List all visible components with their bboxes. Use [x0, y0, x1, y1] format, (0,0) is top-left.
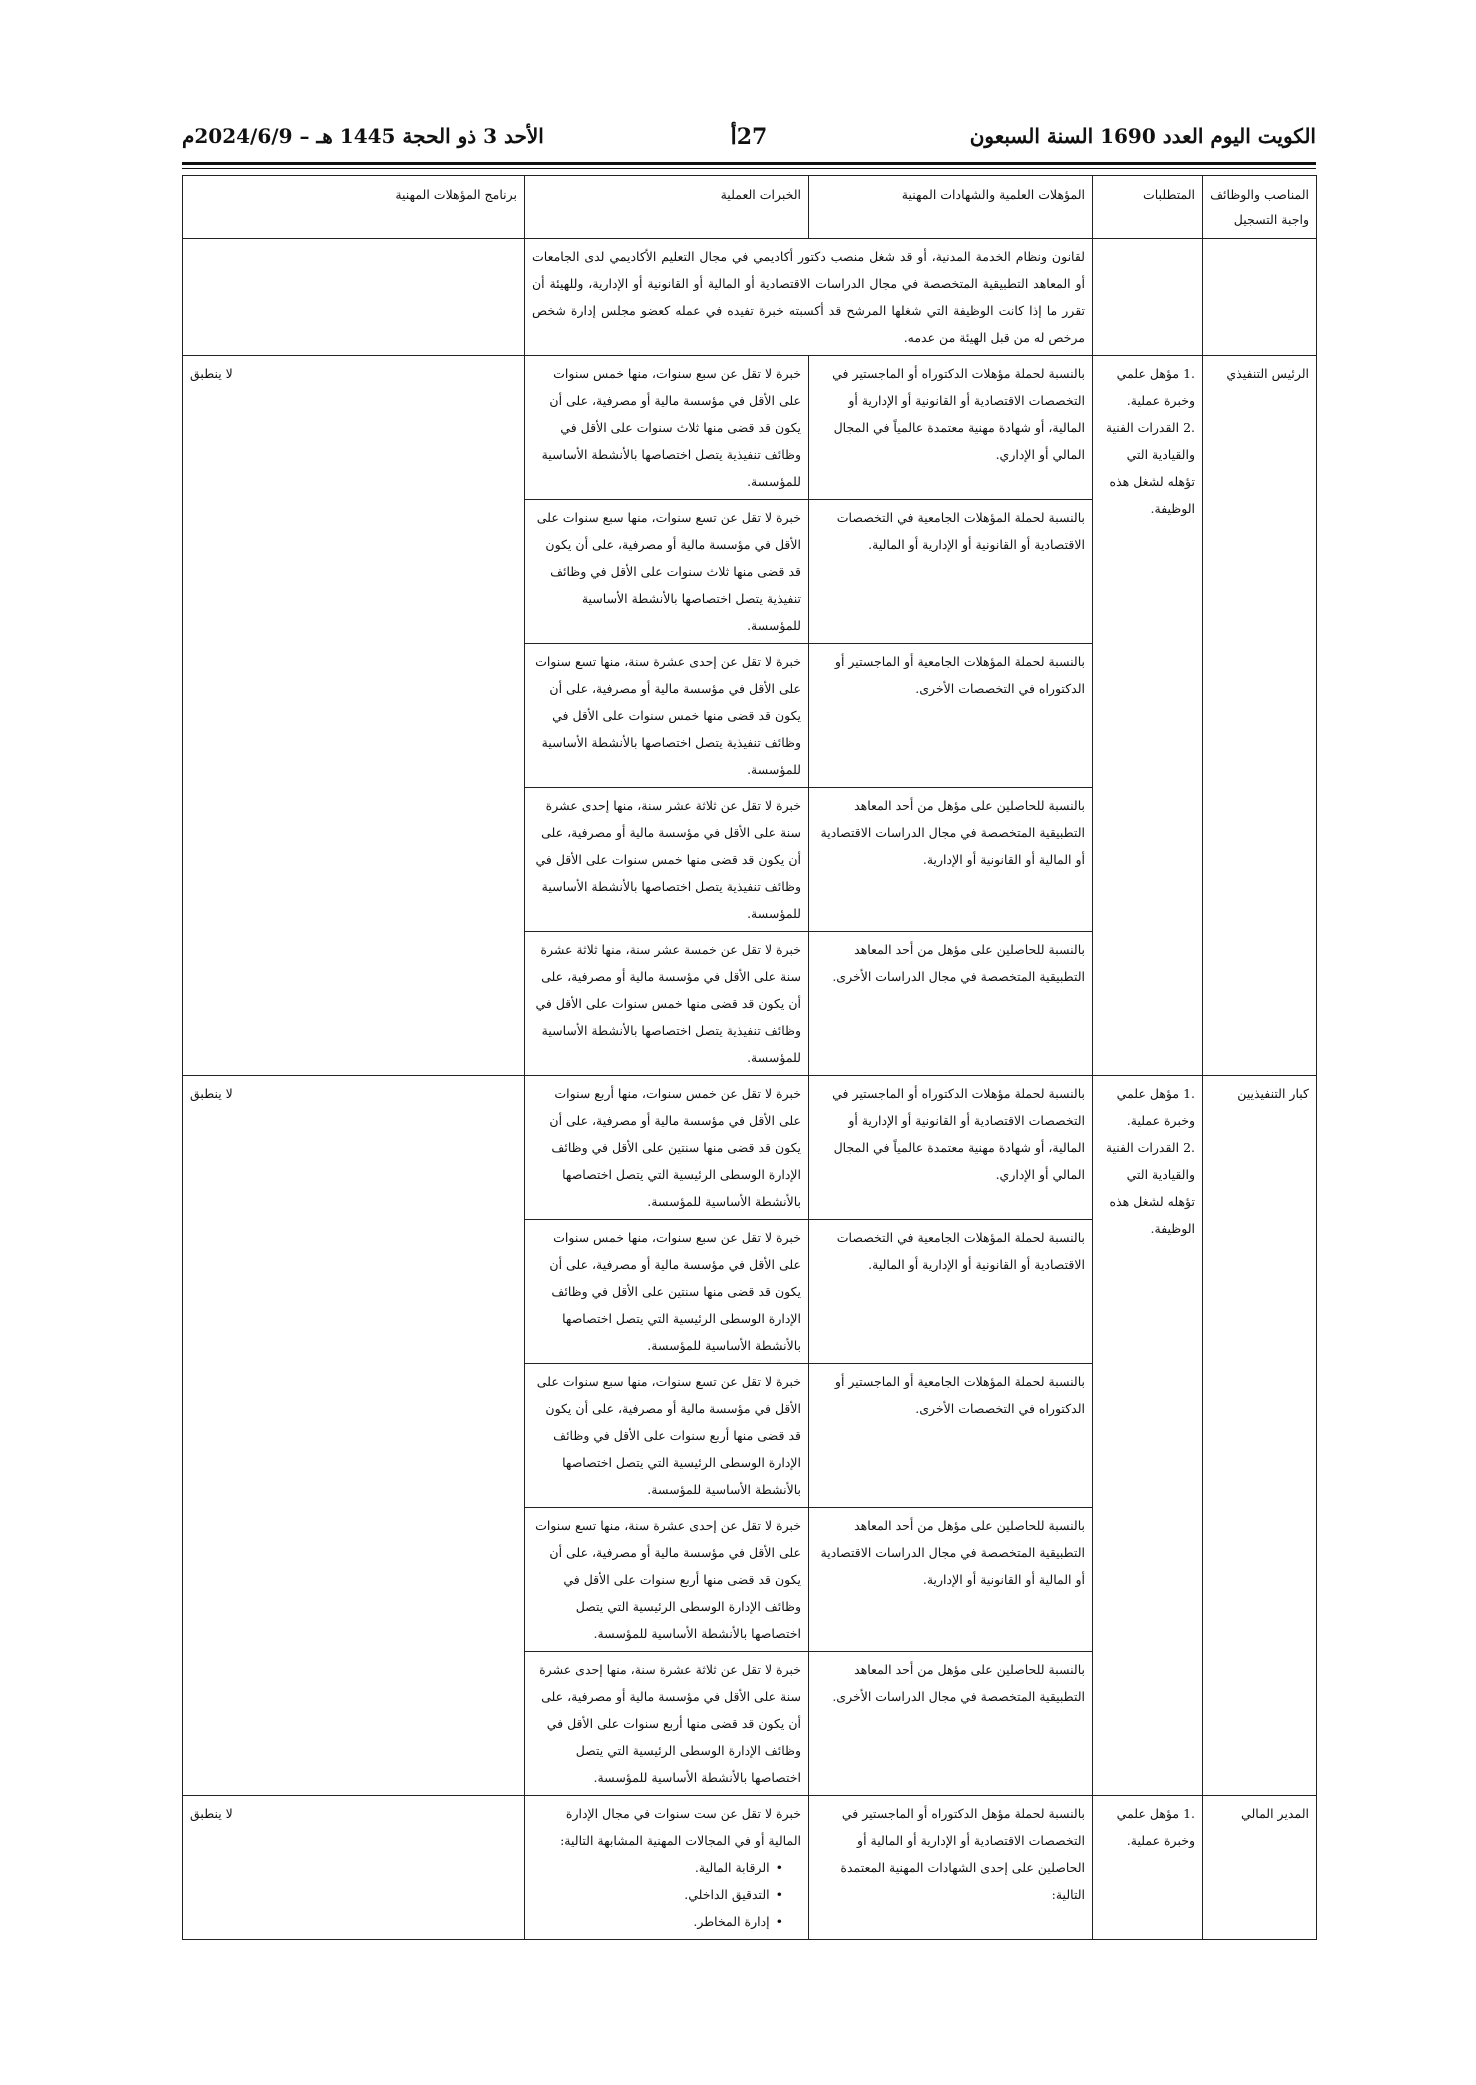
requirement-item: .2 القدرات الفنية والقيادية التي تؤهله لشغل هذه الوظيفة.	[1105, 420, 1195, 516]
column-header-qualifications: المؤهلات العلمية والشهادات المهنية	[809, 176, 1093, 239]
position-cfo: المدير المالي	[1203, 1796, 1317, 1940]
qualification-cell: بالنسبة للحاصلين على مؤهل من أحد المعاهد التطبيقية المتخصصة في مجال الدراسات الأخرى.	[809, 1652, 1093, 1796]
requirement-item: .2 القدرات الفنية والقيادية التي تؤهله لشغل هذه الوظيفة.	[1105, 1140, 1195, 1236]
column-header-experience: الخبرات العملية	[525, 176, 809, 239]
issue-date: الأحد 3 ذو الحجة 1445 هـ – 2024/6/9م	[182, 124, 544, 148]
experience-cell	[525, 1796, 809, 1940]
experience-cell: خبرة لا تقل عن إحدى عشرة سنة، منها تسع سنوات على الأقل في مؤسسة مالية أو مصرفية، على أن يكون قد قضى منها أربع سنوات على الأقل في وظائف الإدارة الوسطى الرئيسية التي يتصل اختصاصها بالأنشطة الأساسية للمؤسسة.	[525, 1508, 809, 1652]
table-row	[183, 356, 1317, 500]
experience-cell: خبرة لا تقل عن خمسة عشر سنة، منها ثلاثة عشرة سنة على الأقل في مؤسسة مالية أو مصرفية، على أن يكون قد قضى منها خمس سنوات على الأقل في وظائف تنفيذية يتصل اختصاصها بالأنشطة الأساسية للمؤسسة.	[525, 932, 809, 1076]
list-item: • الرقابة المالية.	[532, 1854, 783, 1881]
column-header-program: برنامج المؤهلات المهنية	[183, 176, 525, 239]
position-ceo: الرئيس التنفيذي	[1203, 356, 1317, 1076]
header-rule-thick	[182, 162, 1316, 165]
qualification-cell: بالنسبة لحملة المؤهلات الجامعية في التخصصات الاقتصادية أو القانونية أو الإدارية أو المالية.	[809, 1220, 1093, 1364]
experience-cell: خبرة لا تقل عن سبع سنوات، منها خمس سنوات على الأقل في مؤسسة مالية أو مصرفية، على أن يكون قد قضى منها ثلاث سنوات على الأقل في وظائف تنفيذية يتصل اختصاصها بالأنشطة الأساسية للمؤسسة.	[525, 356, 809, 500]
program-ceo: لا ينطبق	[183, 356, 525, 1076]
qualification-cell: بالنسبة لحملة مؤهلات الدكتوراه أو الماجستير في التخصصات الاقتصادية أو القانونية أو الإدارية أو المالية، أو شهادة مهنية معتمدة عالمياً في المجال المالي أو الإداري.	[809, 356, 1093, 500]
document-page	[182, 118, 1316, 1940]
experience-cell: خبرة لا تقل عن سبع سنوات، منها خمس سنوات على الأقل في مؤسسة مالية أو مصرفية، على أن يكون قد قضى منها سنتين على الأقل في وظائف الإدارة الوسطى الرئيسية التي يتصل اختصاصها بالأنشطة الأساسية للمؤسسة.	[525, 1220, 809, 1364]
experience-cell: خبرة لا تقل عن ثلاثة عشر سنة، منها إحدى عشرة سنة على الأقل في مؤسسة مالية أو مصرفية، على أن يكون قد قضى منها خمس سنوات على الأقل في وظائف تنفيذية يتصل اختصاصها بالأنشطة الأساسية للمؤسسة.	[525, 788, 809, 932]
list-item: • إدارة المخاطر.	[532, 1908, 783, 1935]
experience-intro: خبرة لا تقل عن ست سنوات في مجال الإدارة المالية أو في المجالات المهنية المشابهة التالية:	[560, 1806, 801, 1848]
qualification-cell: بالنسبة للحاصلين على مؤهل من أحد المعاهد التطبيقية المتخصصة في مجال الدراسات الاقتصادية أو المالية أو القانونية أو الإدارية.	[809, 1508, 1093, 1652]
qualification-cell: بالنسبة للحاصلين على مؤهل من أحد المعاهد التطبيقية المتخصصة في مجال الدراسات الأخرى.	[809, 932, 1093, 1076]
qualifications-table	[182, 175, 1317, 1940]
experience-cell: خبرة لا تقل عن تسع سنوات، منها سبع سنوات على الأقل في مؤسسة مالية أو مصرفية، على أن يكون قد قضى منها أربع سنوات على الأقل في وظائف الإدارة الوسطى الرئيسية التي يتصل اختصاصها بالأنشطة الأساسية للمؤسسة.	[525, 1364, 809, 1508]
program-senior-executives: لا ينطبق	[183, 1076, 525, 1796]
table-cell	[183, 239, 525, 356]
experience-cell: خبرة لا تقل عن إحدى عشرة سنة، منها تسع سنوات على الأقل في مؤسسة مالية أو مصرفية، على أن يكون قد قضى منها خمس سنوات على الأقل في وظائف تنفيذية يتصل اختصاصها بالأنشطة الأساسية للمؤسسة.	[525, 644, 809, 788]
page-number: 27أ	[730, 124, 768, 150]
column-header-requirements: المتطلبات	[1093, 176, 1203, 239]
position-senior-executives: كبار التنفيذيين	[1203, 1076, 1317, 1796]
qualification-cell: بالنسبة لحملة المؤهلات الجامعية أو الماجستير أو الدكتوراه في التخصصات الأخرى.	[809, 644, 1093, 788]
gazette-title: الكويت اليوم العدد 1690 السنة السبعون	[969, 124, 1316, 148]
continuation-text: لقانون ونظام الخدمة المدنية، أو قد شغل منصب دكتور أكاديمي في مجال التعليم الأكاديمي لدى الجامعات أو المعاهد التطبيقية المتخصصة في مجال الدراسات الاقتصادية أو المالية أو القانونية أو الإدارية، وللهيئة أن تقرر ما إذا كانت الوظيفة التي شغلها المرشح قد أكسبته خبرة تفيده في عمله كعضو مجلس إدارة شخص مرخص له من قبل الهيئة من عدمه.	[525, 239, 1093, 356]
table-row	[183, 1796, 1317, 1940]
experience-cell: خبرة لا تقل عن خمس سنوات، منها أربع سنوات على الأقل في مؤسسة مالية أو مصرفية، على أن يكون قد قضى منها سنتين على الأقل في وظائف الإدارة الوسطى الرئيسية التي يتصل اختصاصها بالأنشطة الأساسية للمؤسسة.	[525, 1076, 809, 1220]
list-item: • التدقيق الداخلي.	[532, 1881, 783, 1908]
table-cell	[1203, 239, 1317, 356]
table-row	[183, 1076, 1317, 1220]
table-cell	[1093, 239, 1203, 356]
qualification-cell: بالنسبة لحملة مؤهلات الدكتوراه أو الماجستير في التخصصات الاقتصادية أو القانونية أو الإدارية أو المالية، أو شهادة مهنية معتمدة عالمياً في المجال المالي أو الإداري.	[809, 1076, 1093, 1220]
qualification-cell: بالنسبة لحملة مؤهل الدكتوراه أو الماجستير في التخصصات الاقتصادية أو الإدارية أو المالية أو الحاصلين على إحدى الشهادات المهنية المعتمدة التالية:	[809, 1796, 1093, 1940]
requirements-cfo: .1 مؤهل علمي وخبرة عملية.	[1093, 1796, 1203, 1940]
requirements-senior-executives	[1093, 1076, 1203, 1796]
requirement-item: .1 مؤهل علمي وخبرة عملية.	[1116, 366, 1195, 408]
page-header	[182, 118, 1316, 160]
experience-cell: خبرة لا تقل عن ثلاثة عشرة سنة، منها إحدى عشرة سنة على الأقل في مؤسسة مالية أو مصرفية، على أن يكون قد قضى منها أربع سنوات على الأقل في وظائف الإدارة الوسطى الرئيسية التي يتصل اختصاصها بالأنشطة الأساسية للمؤسسة.	[525, 1652, 809, 1796]
requirements-ceo	[1093, 356, 1203, 1076]
experience-bullet-list	[532, 1854, 801, 1935]
qualification-cell: بالنسبة لحملة المؤهلات الجامعية أو الماجستير أو الدكتوراه في التخصصات الأخرى.	[809, 1364, 1093, 1508]
qualification-cell: بالنسبة للحاصلين على مؤهل من أحد المعاهد التطبيقية المتخصصة في مجال الدراسات الاقتصادية أو المالية أو القانونية أو الإدارية.	[809, 788, 1093, 932]
qualification-cell: بالنسبة لحملة المؤهلات الجامعية في التخصصات الاقتصادية أو القانونية أو الإدارية أو المالية.	[809, 500, 1093, 644]
requirement-item: .1 مؤهل علمي وخبرة عملية.	[1116, 1086, 1195, 1128]
experience-cell: خبرة لا تقل عن تسع سنوات، منها سبع سنوات على الأقل في مؤسسة مالية أو مصرفية، على أن يكون قد قضى منها ثلاث سنوات على الأقل في وظائف تنفيذية يتصل اختصاصها بالأنشطة الأساسية للمؤسسة.	[525, 500, 809, 644]
table-header-row	[183, 176, 1317, 239]
header-rule-thin	[182, 168, 1316, 169]
continuation-row	[183, 239, 1317, 356]
column-header-position: المناصب والوظائف واجبة التسجيل	[1203, 176, 1317, 239]
program-cfo: لا ينطبق	[183, 1796, 525, 1940]
